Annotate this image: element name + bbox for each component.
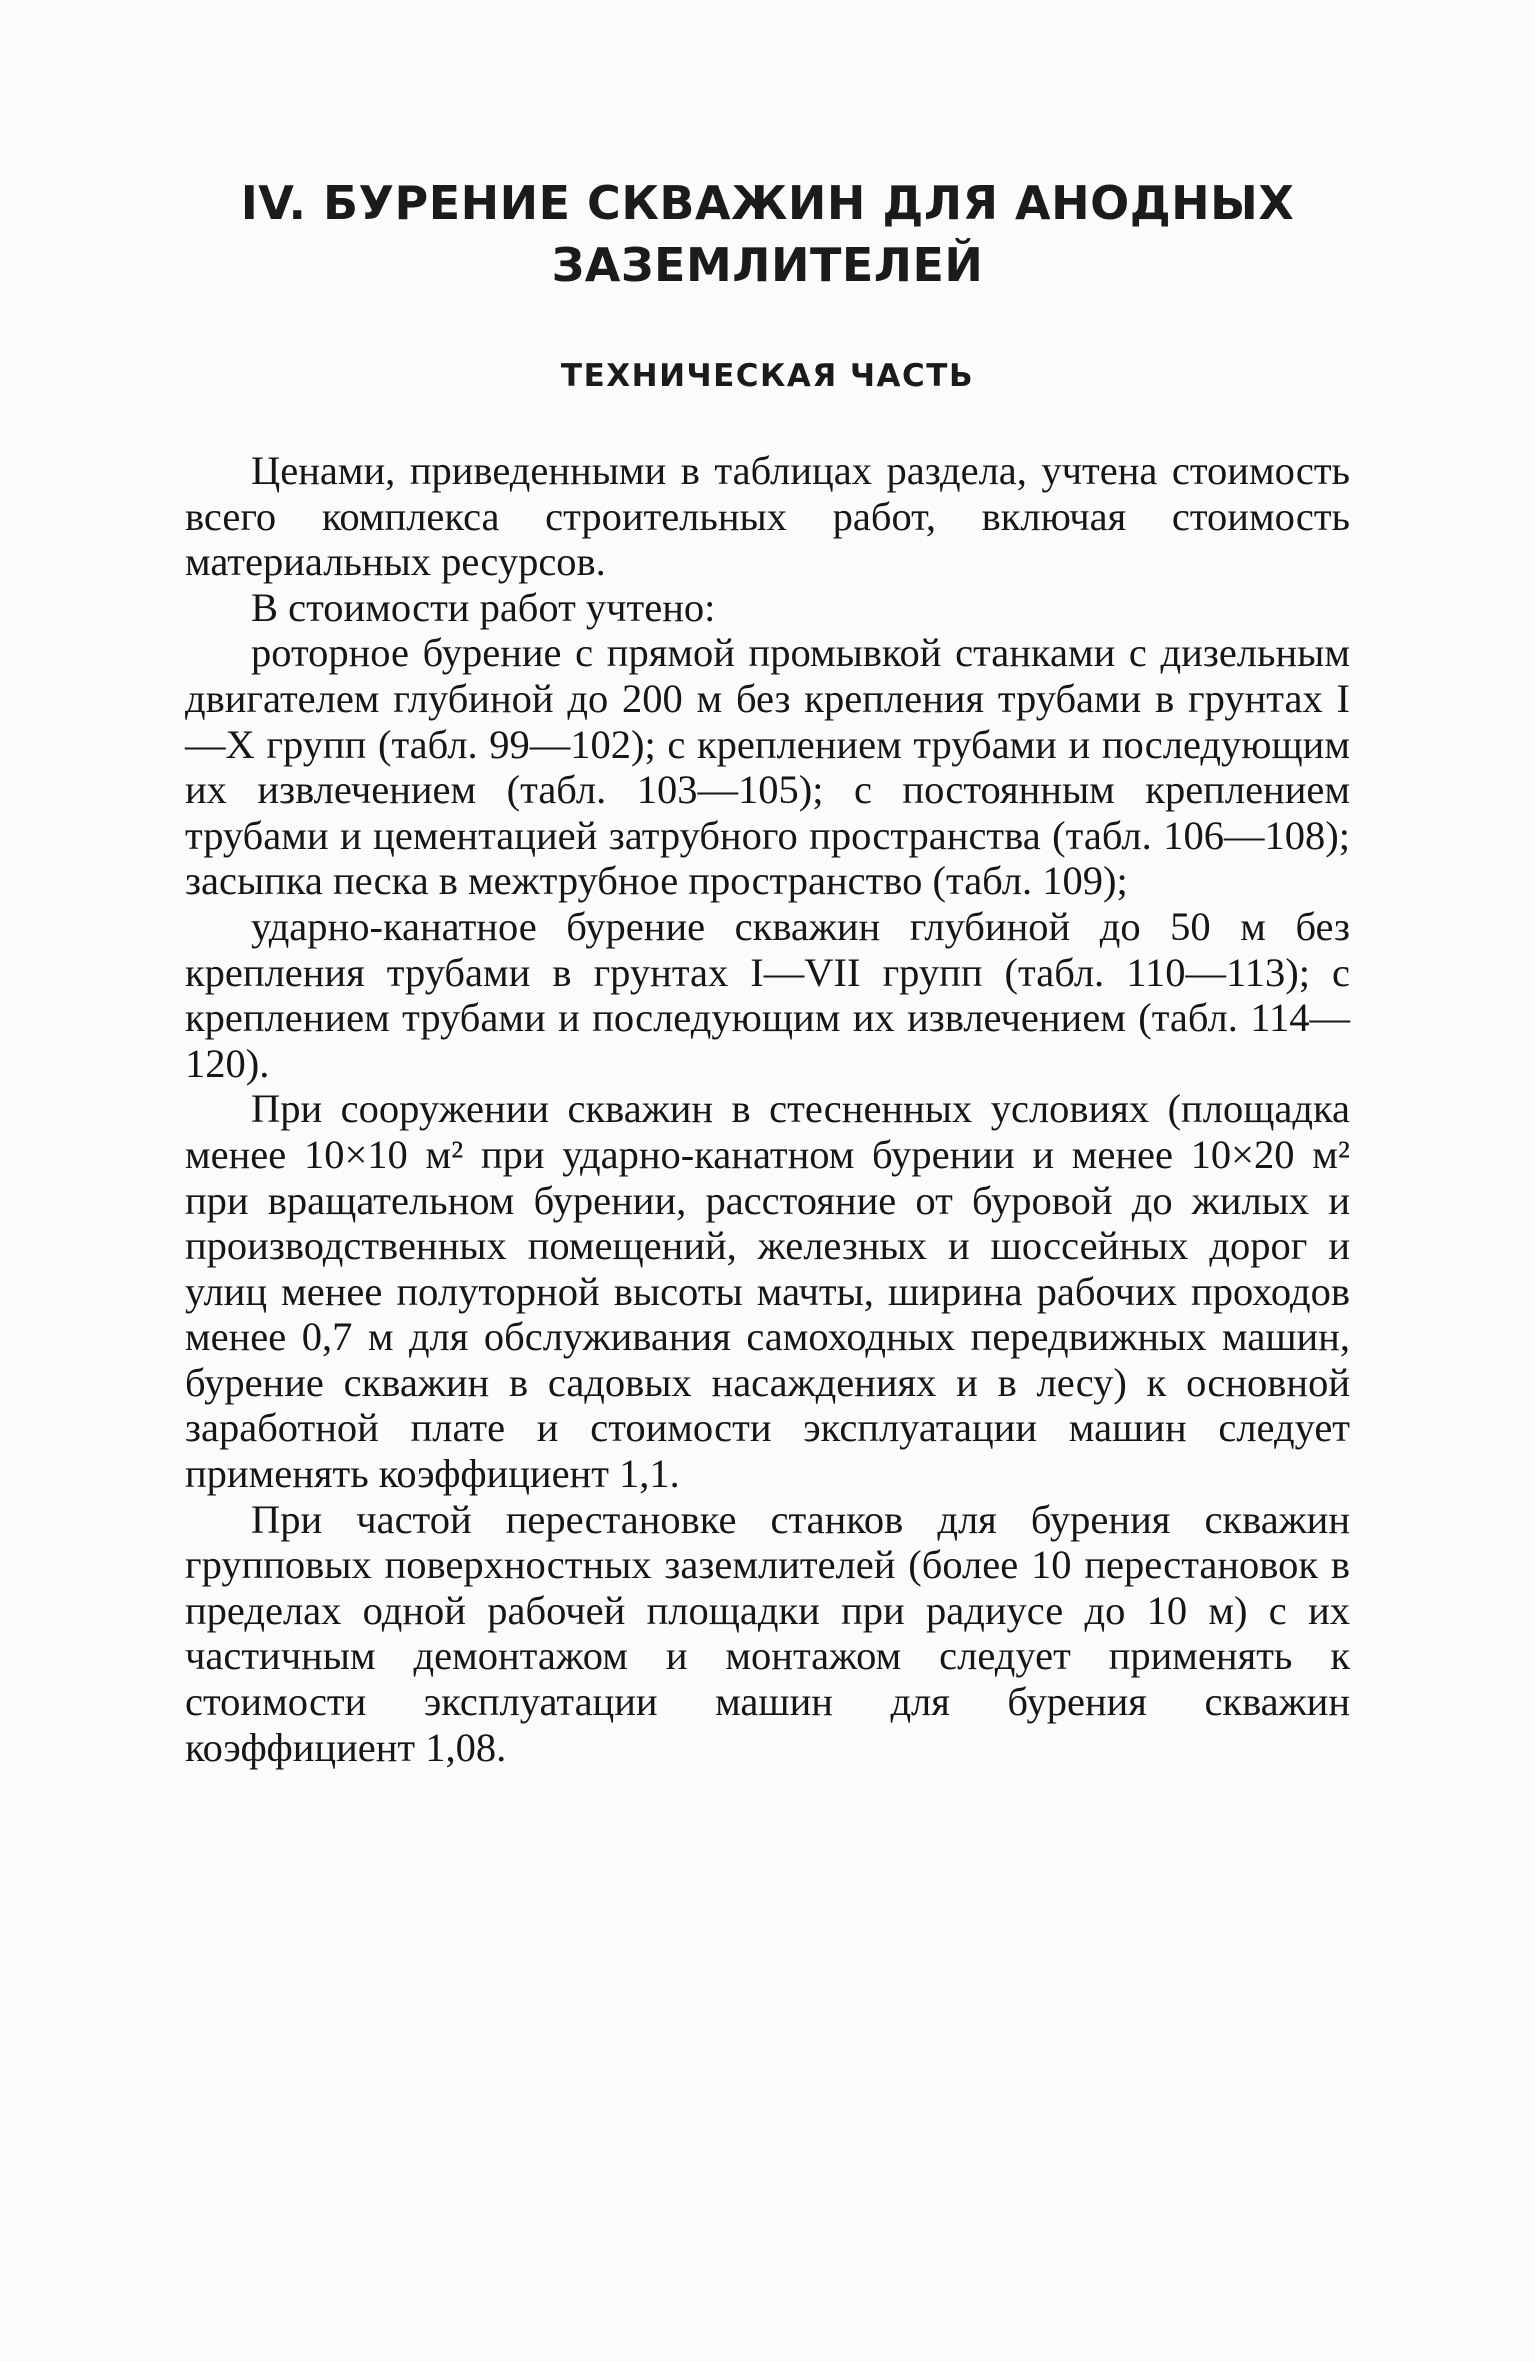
paragraph-included-works-intro: В стоимости работ учтено: xyxy=(251,584,716,630)
paragraph-percussion-drilling: ударно-канатное бурение скважин глубиной до 50 м без крепления трубами в грунтах I—VII групп (табл. 110—113); с креплением трубами и последующим их извлечением (табл. 114—120). xyxy=(185,903,1350,1086)
paragraph-rotary-drilling: роторное бурение с прямой промывкой станками с дизельным двигателем глубиной до 200 м без крепления трубами в грунтах I—X групп (табл. 99—102); с креплением трубами и последующим их извлечением (табл. 103—105); с постоянным креплением трубами и цементацией затрубного пространства (табл. 106—108); засыпка песка в межтрубное пространство (табл. 109); xyxy=(185,630,1350,904)
chapter-title-line-1: IV. БУРЕНИЕ СКВАЖИН ДЛЯ АНОДНЫХ xyxy=(240,176,1295,230)
paragraph-frequent-relocation: При частой перестановке станков для бурения скважин групповых поверхностных заземлителей (более 10 перестановок в пределах одной рабочей площадки при радиусе до 10 м) с их частичным демонтажом и монтажом следует применять к стоимости эксплуатации машин для бурения скважин коэффициент 1,08. xyxy=(185,1496,1350,1770)
section-title: ТЕХНИЧЕСКАЯ ЧАСТЬ xyxy=(560,358,975,394)
paragraph-cramped-conditions: При сооружении скважин в стесненных условиях (площадка менее 10×10 м² при ударно-канатном бурении и менее 10×20 м² при вращательном бурении, расстояние от буровой до жилых и производственных помещений, железных и шоссейных дорог и улиц менее полуторной высоты мачты, ширина рабочих проходов менее 0,7 м для обслуживания самоходных передвижных машин, бурение скважин в садовых насаждениях и в лесу) к основной заработной плате и стоимости эксплуатации машин следует применять коэффициент 1,1. xyxy=(185,1086,1350,1497)
page-content xyxy=(185,172,1350,1770)
paragraph-pricing-scope: Ценами, приведенными в таблицах раздела, учтена стоимость всего комплекса строительных работ, включая стоимость материальных ресурсов. xyxy=(185,448,1350,585)
chapter-title xyxy=(185,172,1350,296)
chapter-title-line-2: ЗАЗЕМЛИТЕЛЕЙ xyxy=(551,238,984,292)
